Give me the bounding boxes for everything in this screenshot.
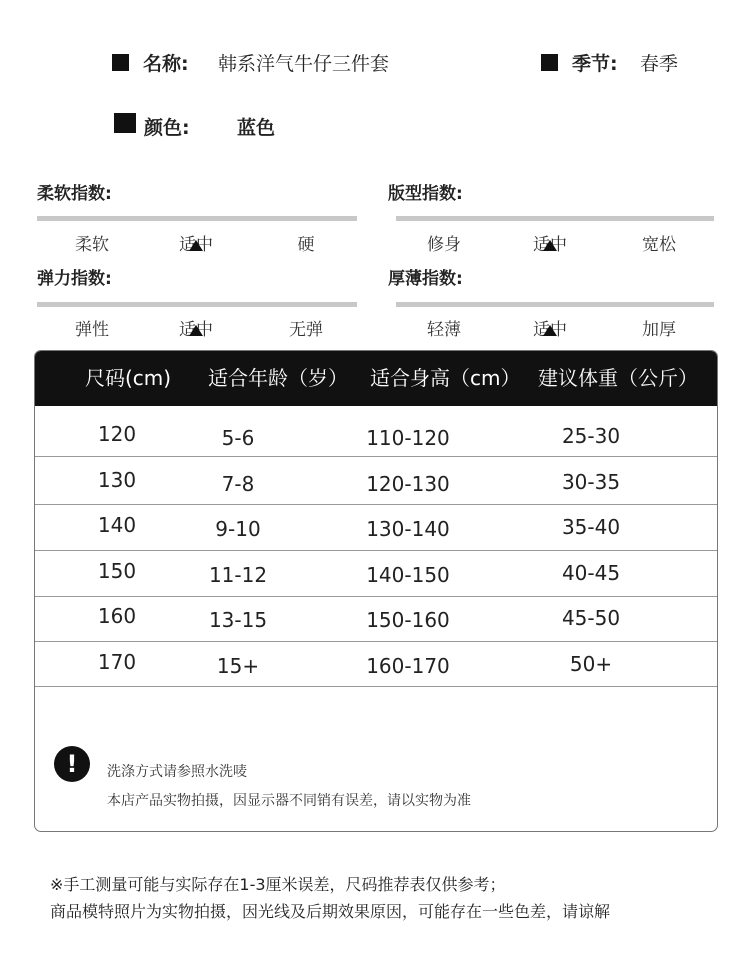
height-cell: 120-130: [366, 472, 450, 496]
size-cell: 120: [97, 422, 137, 446]
row-divider: [35, 550, 717, 551]
header-weight: 建议体重（公斤）: [538, 366, 698, 390]
size-cell: 160: [97, 604, 137, 628]
elasticity-level-none: 无弹: [289, 320, 323, 340]
age-cell: 7-8: [221, 472, 255, 496]
thickness-level-thin: 轻薄: [427, 320, 461, 340]
thickness-scale-bar: [396, 302, 714, 307]
age-cell: 15+: [216, 654, 260, 678]
wash-note: 洗涤方式请参照水洗唛: [107, 764, 247, 780]
row-divider: [35, 504, 717, 505]
size-table-panel: [34, 350, 718, 832]
color-disclaimer: 商品模特照片为实物拍摄，因光线及后期效果原因，可能存在一些色差，请谅解: [50, 902, 611, 921]
header-height: 适合身高（cm）: [370, 366, 521, 390]
fit-level-loose: 宽松: [642, 235, 676, 255]
size-cell: 130: [97, 468, 137, 492]
measurement-disclaimer: ※手工测量可能与实际存在1-3厘米误差，尺码推荐表仅供参考；: [50, 875, 506, 894]
height-cell: 140-150: [366, 563, 450, 587]
row-divider: [35, 596, 717, 597]
bullet-square-icon: [112, 54, 129, 71]
softness-scale-bar: [37, 216, 357, 221]
color-value: 蓝色: [237, 117, 276, 139]
height-cell: 110-120: [366, 426, 450, 450]
thickness-index-title: 厚薄指数:: [388, 269, 463, 289]
age-cell: 5-6: [221, 426, 255, 450]
weight-cell: 45-50: [561, 606, 621, 630]
row-divider: [35, 456, 717, 457]
fit-index-title: 版型指数:: [388, 184, 463, 204]
height-cell: 160-170: [366, 654, 450, 678]
elasticity-level-stretch: 弹性: [75, 320, 109, 340]
fit-selected-marker-icon: [543, 240, 557, 251]
exclamation-icon: !: [54, 746, 90, 782]
size-cell: 140: [97, 513, 137, 537]
season-label: 季节:: [572, 53, 618, 75]
height-cell: 130-140: [366, 517, 450, 541]
thickness-selected-marker-icon: [543, 325, 557, 336]
fit-level-slim: 修身: [427, 235, 461, 255]
softness-level-soft: 柔软: [75, 235, 109, 255]
softness-index-title: 柔软指数:: [37, 184, 112, 204]
fit-scale-bar: [396, 216, 714, 221]
bullet-square-icon: [541, 54, 558, 71]
weight-cell: 35-40: [561, 515, 621, 539]
header-size: 尺码(cm): [85, 366, 172, 390]
thickness-level-thick: 加厚: [642, 320, 676, 340]
elasticity-index-title: 弹力指数:: [37, 269, 112, 289]
photo-note: 本店产品实物拍摄，因显示器不同销有误差，请以实物为准: [107, 793, 471, 809]
bullet-square-icon: [114, 113, 136, 133]
weight-cell: 25-30: [561, 424, 621, 448]
weight-cell: 40-45: [561, 561, 621, 585]
softness-selected-marker-icon: [189, 240, 203, 251]
name-label: 名称:: [143, 53, 189, 75]
age-cell: 9-10: [215, 517, 261, 541]
fit-level-medium: 适中: [533, 235, 567, 255]
header-age: 适合年龄（岁）: [208, 366, 348, 390]
row-divider: [35, 641, 717, 642]
elasticity-scale-bar: [37, 302, 357, 307]
size-cell: 150: [97, 559, 137, 583]
name-value: 韩系洋气牛仔三件套: [218, 53, 390, 75]
color-label: 颜色:: [144, 117, 190, 139]
size-table-header: [35, 351, 717, 406]
weight-cell: 30-35: [561, 470, 621, 494]
softness-level-medium: 适中: [179, 235, 213, 255]
elasticity-level-medium: 适中: [179, 320, 213, 340]
height-cell: 150-160: [366, 608, 450, 632]
elasticity-selected-marker-icon: [189, 325, 203, 336]
row-divider: [35, 686, 717, 687]
age-cell: 13-15: [208, 608, 268, 632]
softness-level-hard: 硬: [297, 235, 315, 255]
season-value: 春季: [640, 53, 679, 75]
thickness-level-medium: 适中: [533, 320, 567, 340]
weight-cell: 50+: [569, 652, 613, 676]
age-cell: 11-12: [208, 563, 268, 587]
size-cell: 170: [97, 650, 137, 674]
